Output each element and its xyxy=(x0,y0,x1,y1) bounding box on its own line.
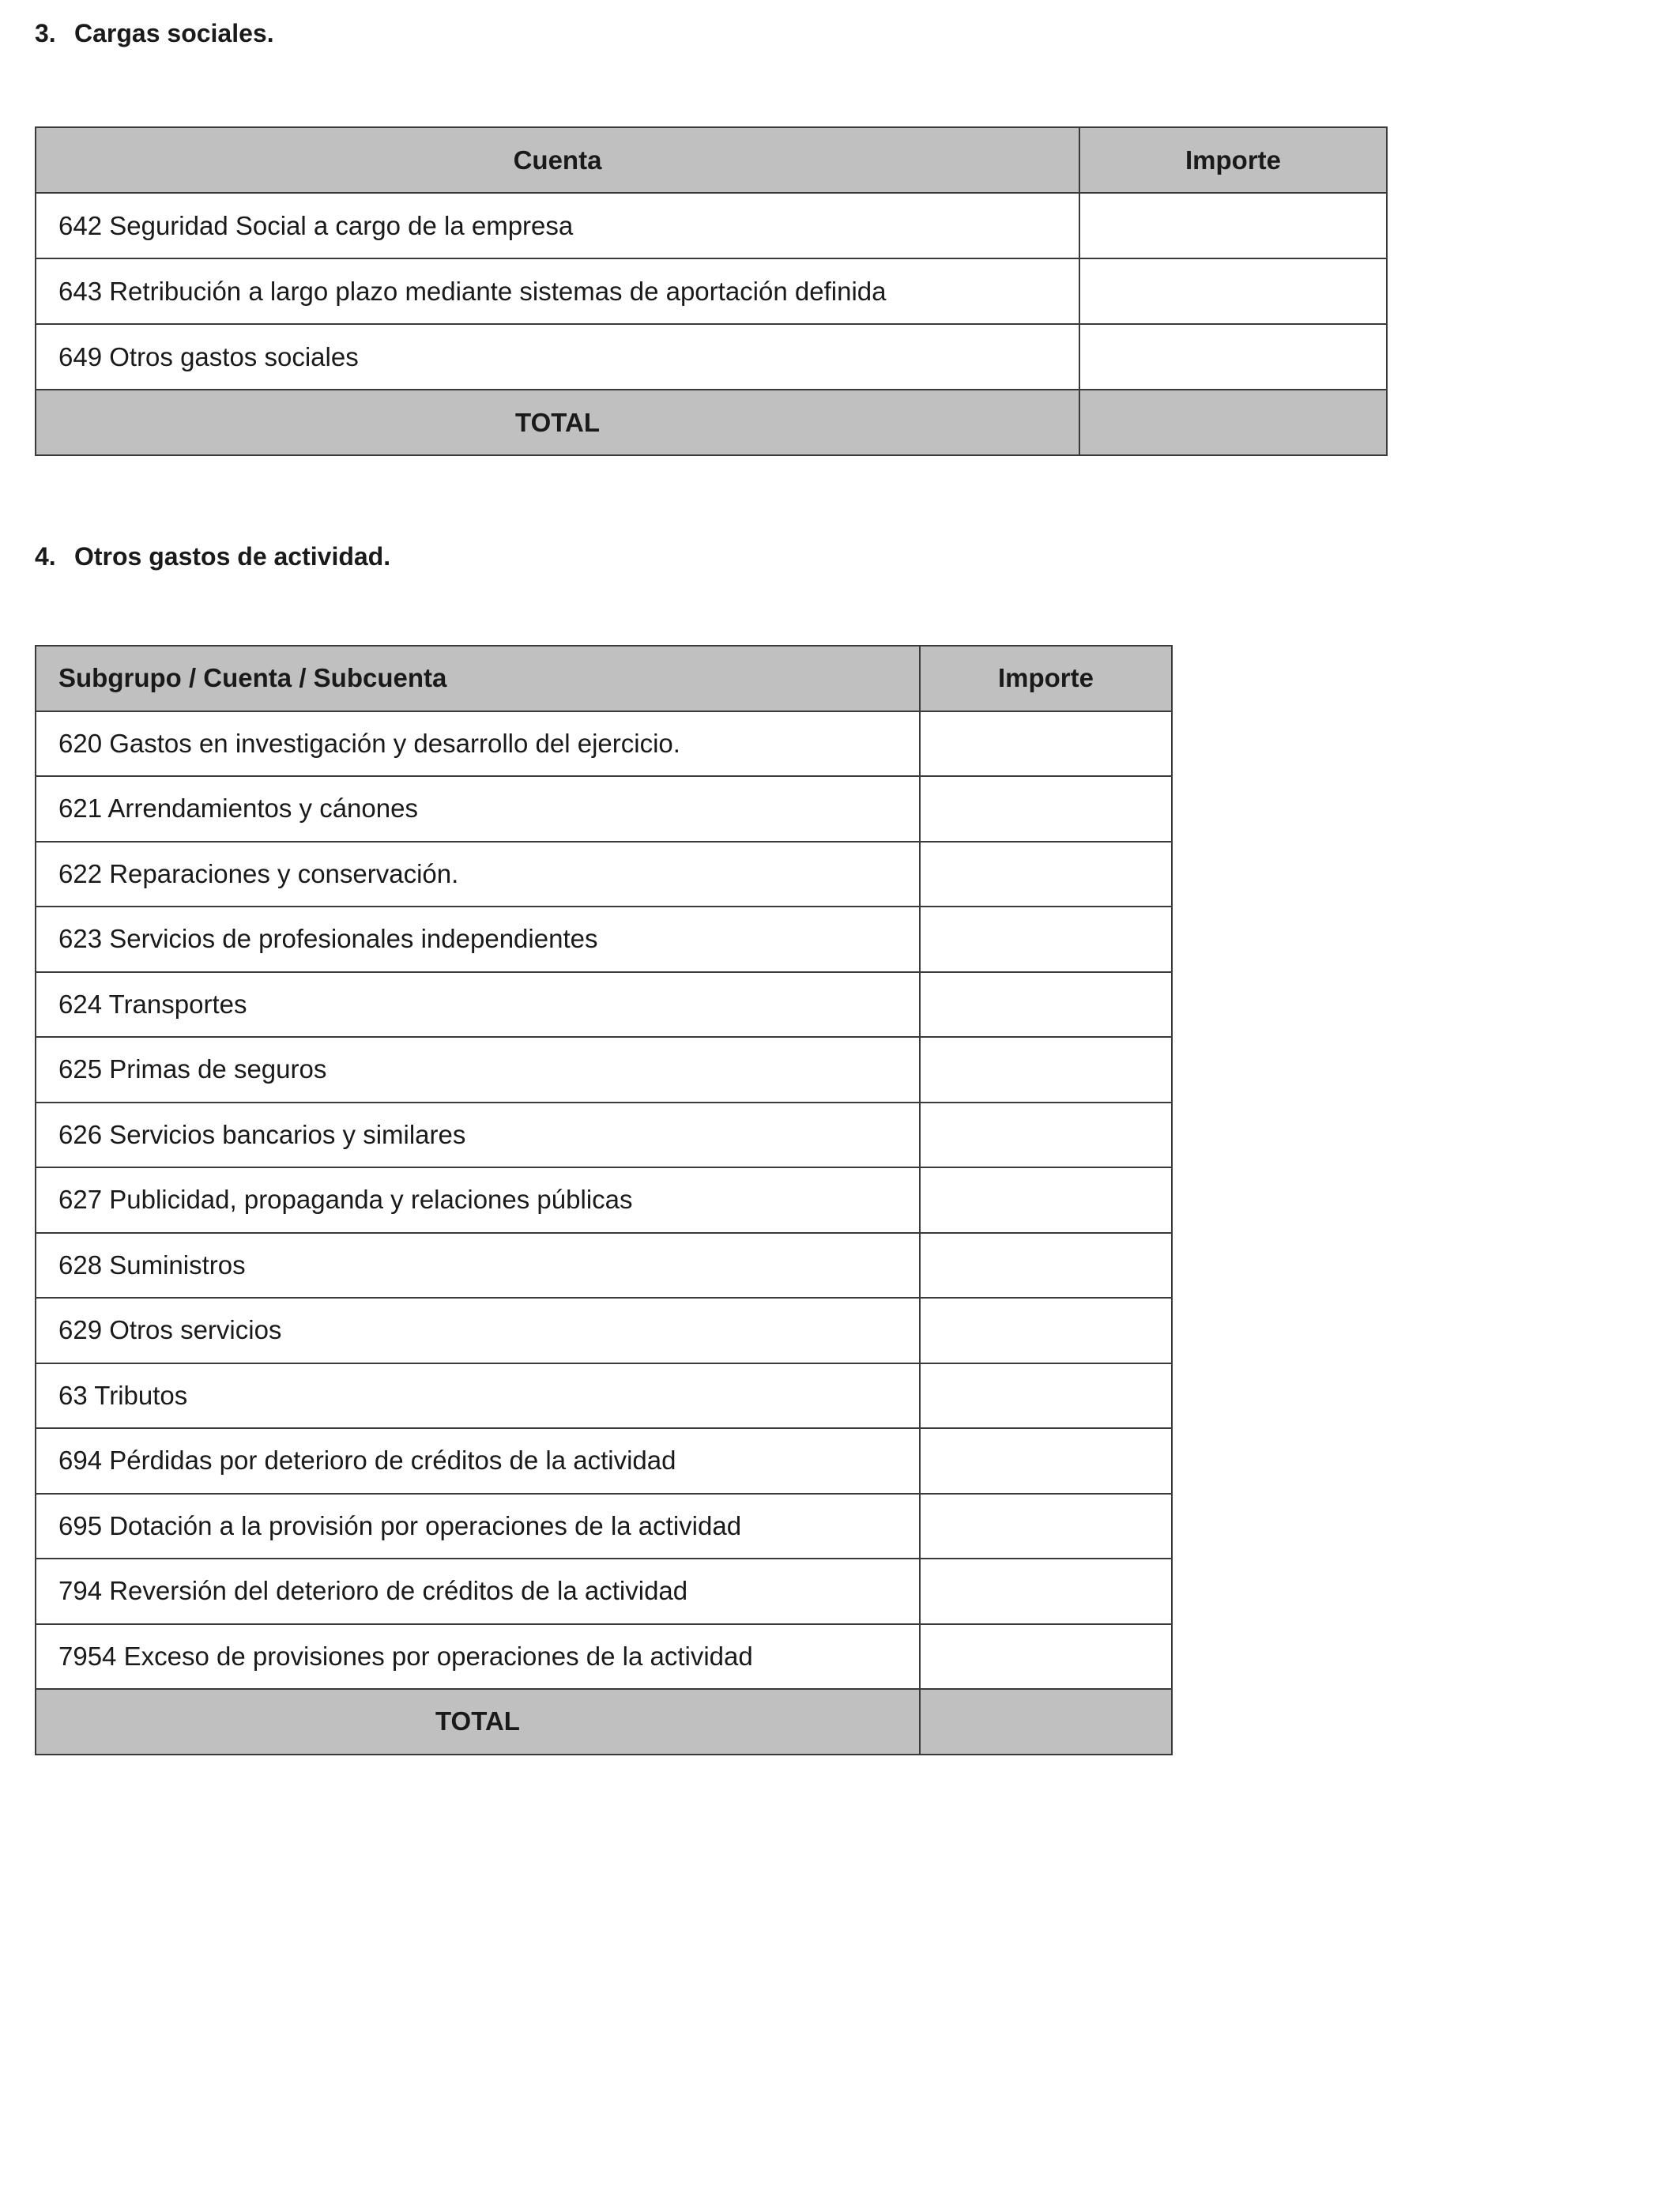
other-activity-expenses-table xyxy=(35,645,1173,1755)
total-row xyxy=(36,1689,1172,1755)
account-cell: 620 Gastos en investigación y desarrollo del ejercicio. xyxy=(36,711,920,777)
section-3-title: Cargas sociales. xyxy=(74,19,274,47)
account-cell: 622 Reparaciones y conservación. xyxy=(36,842,920,907)
amount-cell[interactable] xyxy=(1079,193,1387,258)
table-row xyxy=(36,1624,1172,1690)
account-cell: 628 Suministros xyxy=(36,1233,920,1299)
account-cell: 625 Primas de seguros xyxy=(36,1037,920,1103)
amount-cell[interactable] xyxy=(920,711,1172,777)
section-3-number: 3. xyxy=(35,19,56,47)
account-cell: 7954 Exceso de provisiones por operaciones de la actividad xyxy=(36,1624,920,1690)
table-row xyxy=(36,324,1387,390)
header-importe: Importe xyxy=(1079,127,1387,193)
header-row xyxy=(36,646,1172,711)
amount-cell[interactable] xyxy=(920,1624,1172,1690)
account-cell: 63 Tributos xyxy=(36,1363,920,1429)
total-amount-cell[interactable] xyxy=(1079,390,1387,455)
account-cell: 621 Arrendamientos y cánones xyxy=(36,776,920,842)
amount-cell[interactable] xyxy=(920,1298,1172,1363)
account-cell: 627 Publicidad, propaganda y relaciones públicas xyxy=(36,1167,920,1233)
amount-cell[interactable] xyxy=(920,1037,1172,1103)
total-amount-cell[interactable] xyxy=(920,1689,1172,1755)
amount-cell[interactable] xyxy=(920,842,1172,907)
account-cell: 623 Servicios de profesionales independientes xyxy=(36,907,920,972)
amount-cell[interactable] xyxy=(1079,258,1387,324)
header-cuenta: Cuenta xyxy=(36,127,1079,193)
table-row xyxy=(36,258,1387,324)
total-row xyxy=(36,390,1387,455)
table-row xyxy=(36,1103,1172,1168)
table-row xyxy=(36,1167,1172,1233)
table-row xyxy=(36,1037,1172,1103)
header-importe: Importe xyxy=(920,646,1172,711)
section-4-title: Otros gastos de actividad. xyxy=(74,542,391,571)
total-label: TOTAL xyxy=(36,390,1079,455)
account-cell: 624 Transportes xyxy=(36,972,920,1038)
amount-cell[interactable] xyxy=(920,1363,1172,1429)
section-4-number: 4. xyxy=(35,542,56,571)
table-row xyxy=(36,1559,1172,1624)
table-row xyxy=(36,1363,1172,1429)
account-cell: 626 Servicios bancarios y similares xyxy=(36,1103,920,1168)
account-cell: 643 Retribución a largo plazo mediante sistemas de aportación definida xyxy=(36,258,1079,324)
table-row xyxy=(36,1298,1172,1363)
account-cell: 794 Reversión del deterioro de créditos de la actividad xyxy=(36,1559,920,1624)
amount-cell[interactable] xyxy=(920,907,1172,972)
table-row xyxy=(36,193,1387,258)
section-3-heading xyxy=(35,19,274,48)
amount-cell[interactable] xyxy=(920,1428,1172,1494)
account-cell: 649 Otros gastos sociales xyxy=(36,324,1079,390)
account-cell: 694 Pérdidas por deterioro de créditos de la actividad xyxy=(36,1428,920,1494)
amount-cell[interactable] xyxy=(920,1103,1172,1168)
amount-cell[interactable] xyxy=(920,1494,1172,1559)
table-row xyxy=(36,1233,1172,1299)
account-cell: 695 Dotación a la provisión por operaciones de la actividad xyxy=(36,1494,920,1559)
table-row xyxy=(36,1494,1172,1559)
table-row xyxy=(36,776,1172,842)
account-cell: 629 Otros servicios xyxy=(36,1298,920,1363)
amount-cell[interactable] xyxy=(920,1167,1172,1233)
amount-cell[interactable] xyxy=(920,1233,1172,1299)
table-row xyxy=(36,1428,1172,1494)
header-row xyxy=(36,127,1387,193)
amount-cell[interactable] xyxy=(920,1559,1172,1624)
amount-cell[interactable] xyxy=(920,972,1172,1038)
header-subgrupo-cuenta-subcuenta: Subgrupo / Cuenta / Subcuenta xyxy=(36,646,920,711)
table-row xyxy=(36,711,1172,777)
amount-cell[interactable] xyxy=(1079,324,1387,390)
table-row xyxy=(36,907,1172,972)
section-4-heading xyxy=(35,542,390,571)
social-charges-table xyxy=(35,126,1388,456)
table-row xyxy=(36,842,1172,907)
amount-cell[interactable] xyxy=(920,776,1172,842)
total-label: TOTAL xyxy=(36,1689,920,1755)
account-cell: 642 Seguridad Social a cargo de la empresa xyxy=(36,193,1079,258)
table-row xyxy=(36,972,1172,1038)
